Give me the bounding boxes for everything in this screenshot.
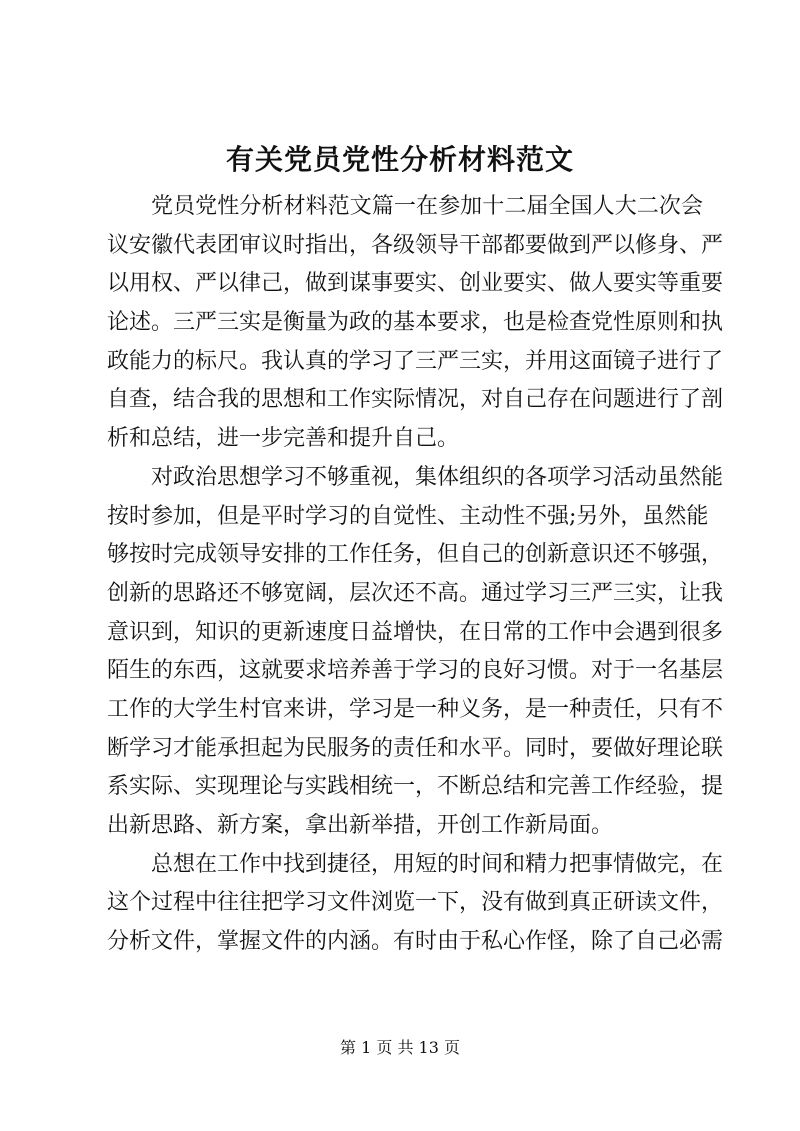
document-title: 有关党员党性分析材料范文 (225, 143, 574, 176)
paragraph-line: 自查，结合我的思想和工作实际情况，对自己存在问题进行了剖 (107, 387, 724, 413)
paragraph-line: 意识到，知识的更新速度日益增快，在日常的工作中会遇到很多 (107, 619, 724, 645)
paragraph-line: 这个过程中往往把学习文件浏览一下，没有做到真正研读文件， (107, 890, 724, 916)
paragraph-line: 工作的大学生村官来讲，学习是一种义务，是一种责任，只有不 (107, 696, 724, 722)
paragraph-line: 以用权、严以律己，做到谋事要实、创业要实、做人要实等重要 (107, 271, 724, 297)
paragraph-line: 出新思路、新方案，拿出新举措，开创工作新局面。 (107, 813, 614, 838)
paragraph-line: 析和总结，进一步完善和提升自己。 (107, 426, 460, 452)
paragraph-line: 够按时完成领导安排的工作任务，但自己的创新意识还不够强， (107, 542, 724, 568)
paragraph-line: 陌生的东西，这就要求培养善于学习的良好习惯。对于一名基层 (107, 658, 724, 684)
paragraph-line: 党员党性分析材料范文篇一在参加十二届全国人大二次会 (151, 194, 703, 219)
paragraph-line: 议安徽代表团审议时指出，各级领导干部都要做到严以修身、严 (107, 232, 724, 258)
paragraph-line: 对政治思想学习不够重视，集体组织的各项学习活动虽然能 (151, 464, 724, 490)
paragraph-line: 创新的思路还不够宽阔，层次还不高。通过学习三严三实，让我 (107, 580, 724, 606)
page-number-footer: 第 1 页 共 13 页 (340, 1038, 460, 1057)
paragraph-line: 论述。三严三实是衡量为政的基本要求，也是检查党性原则和执 (107, 310, 724, 336)
paragraph-line: 按时参加，但是平时学习的自觉性、主动性不强;另外，虽然能 (107, 503, 709, 529)
paragraph-line: 政能力的标尺。我认真的学习了三严三实，并用这面镜子进行了 (107, 348, 724, 374)
paragraph-line: 总想在工作中找到捷径，用短的时间和精力把事情做完，在 (151, 851, 724, 877)
paragraph-line: 断学习才能承担起为民服务的责任和水平。同时，要做好理论联 (107, 735, 724, 761)
document-body (107, 188, 724, 962)
paragraph-line: 系实际、实现理论与实践相统一，不断总结和完善工作经验，提 (107, 774, 724, 800)
paragraph-line: 分析文件，掌握文件的内涵。有时由于私心作怪，除了自己必需 (107, 929, 724, 955)
